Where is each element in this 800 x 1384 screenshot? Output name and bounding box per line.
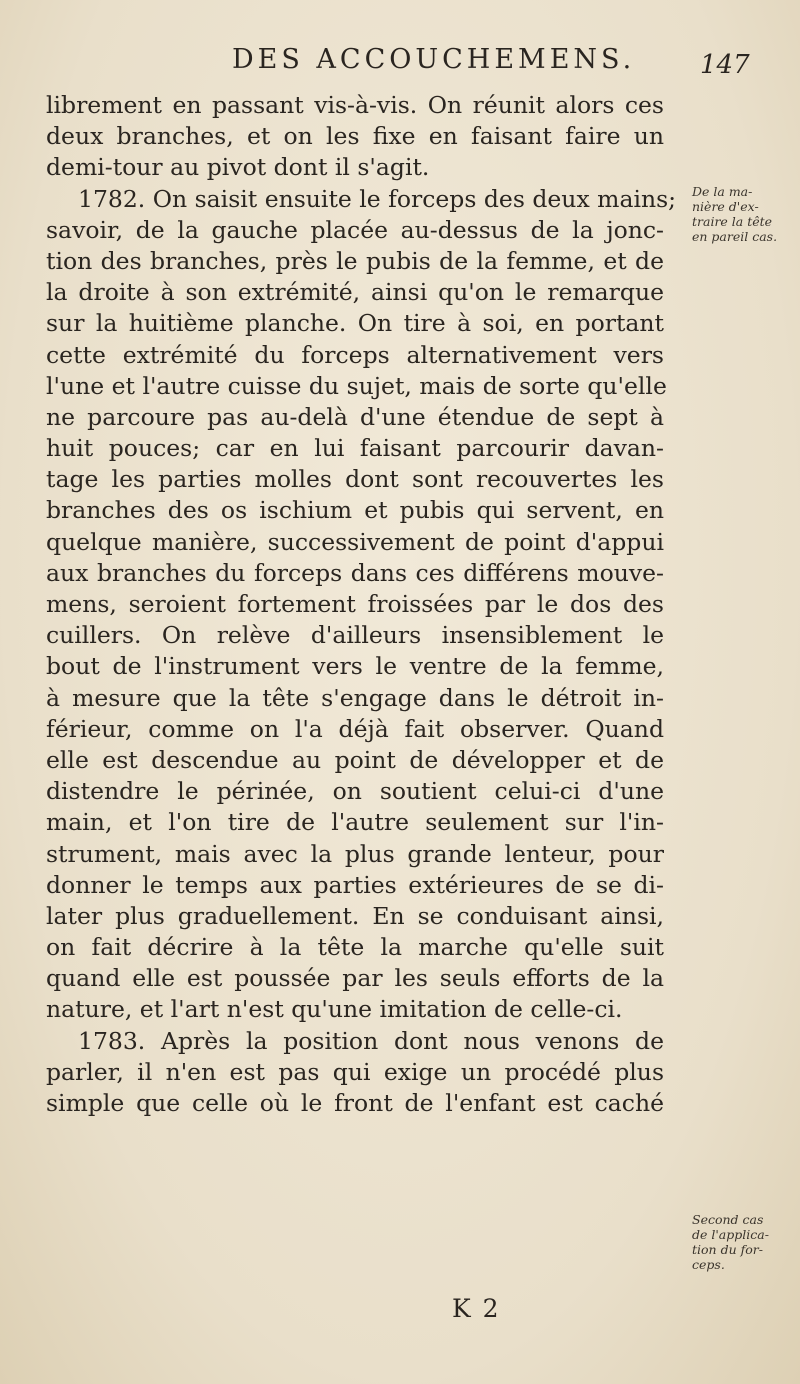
- margin-note-line: de l'applica-: [692, 1227, 769, 1242]
- text-line: bout de l'instrument vers le ventre de la femme,: [46, 652, 664, 681]
- text-line: à mesure que la tête s'engage dans le détroit in-: [46, 683, 664, 712]
- text-line: la droite à son extrémité, ainsi qu'on le remarque: [46, 278, 664, 307]
- text-line: huit pouces; car en lui faisant parcourir davan-: [46, 434, 664, 463]
- text-line: ne parcoure pas au-delà d'une étendue de sept à: [46, 402, 664, 431]
- text-line: donner le temps aux parties extérieures de se di-: [46, 870, 664, 899]
- text-line: tage les parties molles dont sont recouvertes les: [46, 465, 664, 494]
- text-line: cuillers. On relève d'ailleurs insensiblement le: [46, 621, 664, 650]
- margin-note-line: nière d'ex-: [692, 199, 759, 214]
- text-line: on fait décrire à la tête la marche qu'elle suit: [46, 933, 664, 962]
- margin-note-line: ceps.: [692, 1257, 725, 1272]
- text-line: cette extrémité du forceps alternativement vers: [46, 340, 664, 369]
- text-line: librement en passant vis-à-vis. On réunit alors ces: [46, 91, 664, 119]
- running-title: DES ACCOUCHEMENS.: [232, 44, 636, 75]
- text-line: strument, mais avec la plus grande lenteur, pour: [46, 839, 664, 868]
- text-line: savoir, de la gauche placée au-dessus de la jonc-: [46, 215, 664, 244]
- margin-note-line: en pareil cas.: [692, 229, 778, 244]
- text-line: main, et l'on tire de l'autre seulement sur l'in-: [46, 808, 664, 837]
- text-line: simple que celle où le front de l'enfant est caché: [46, 1089, 664, 1117]
- margin-note-second-case: [692, 1212, 792, 1272]
- text-line: 1782. On saisit ensuite le forceps des deux mains;: [78, 184, 677, 213]
- margin-note-line: tion du for-: [692, 1242, 763, 1257]
- text-line: férieur, comme on l'a déjà fait observer. Quand: [46, 714, 664, 743]
- text-line: deux branches, et on les fixe en faisant faire un: [46, 122, 664, 151]
- text-line: later plus graduellement. En se conduisant ainsi,: [46, 901, 664, 930]
- text-line: quelque manière, successivement de point d'appui: [46, 527, 664, 556]
- signature-mark: K 2: [452, 1294, 501, 1323]
- text-line: mens, seroient fortement froissées par le dos des: [46, 590, 664, 618]
- text-line: tion des branches, près le pubis de la femme, et de: [46, 246, 664, 275]
- text-line: nature, et l'art n'est qu'une imitation de celle-ci.: [46, 995, 623, 1024]
- text-line: elle est descendue au point de développer et de: [46, 745, 664, 774]
- text-line: 1783. Après la position dont nous venons de: [78, 1026, 664, 1055]
- margin-note-line: De la ma-: [692, 184, 753, 199]
- text-line: quand elle est poussée par les seuls efforts de la: [46, 964, 664, 993]
- text-line: distendre le périnée, on soutient celui-ci d'une: [46, 777, 664, 806]
- margin-note-extraction: [692, 184, 792, 244]
- text-line: aux branches du forceps dans ces différens mouve-: [46, 558, 664, 587]
- text-line: demi-tour au pivot dont il s'agit.: [46, 153, 430, 182]
- page-number: 147: [700, 50, 750, 80]
- text-line: sur la huitième planche. On tire à soi, en portant: [46, 309, 664, 338]
- page-header: [0, 44, 800, 84]
- body-text: [46, 90, 677, 1119]
- text-line: parler, il n'en est pas qui exige un procédé plus: [46, 1057, 664, 1086]
- margin-note-line: traire la tête: [692, 214, 773, 229]
- margin-note-line: Second cas: [692, 1212, 764, 1227]
- text-line: branches des os ischium et pubis qui servent, en: [46, 496, 664, 525]
- text-line: l'une et l'autre cuisse du sujet, mais de sorte qu'elle: [46, 371, 667, 400]
